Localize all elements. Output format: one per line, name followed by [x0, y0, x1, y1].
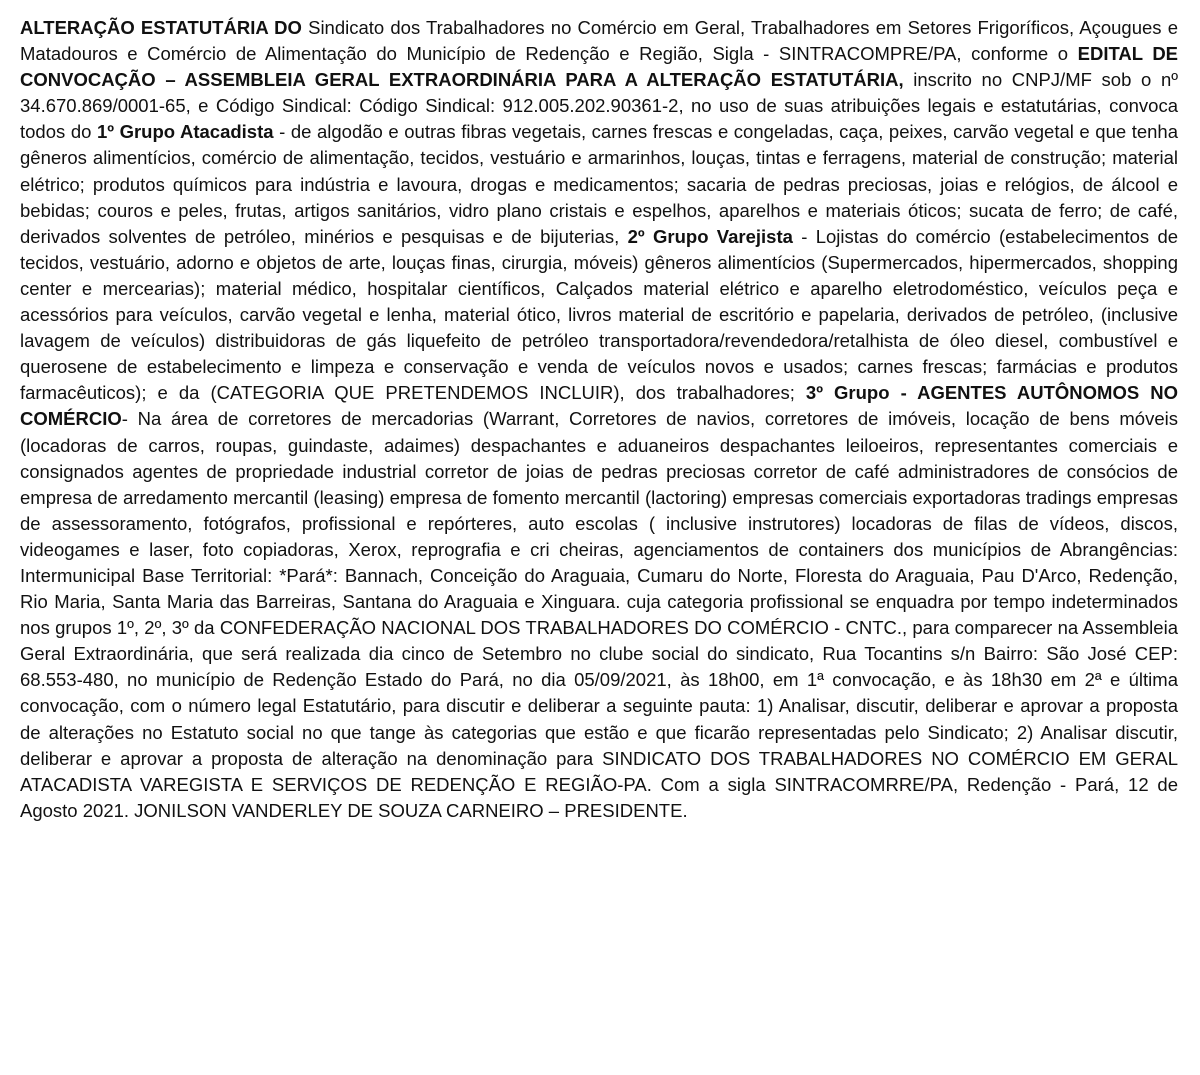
group3-text: - Na área de corretores de mercadorias (Warrant, Corretores de navios, corretores de imóveis, locação de bens móveis (locadoras de carros, roupas, guindaste, adaimes) despachantes e aduaneiros despachantes leiloeiros, representantes comerciais e consignados agentes de propriedade industrial corretor de joias de pedras preciosas corretor de café administradores de consócios de empresa de arredamento mercantil (leasing) empresa de fomento mercantil (lactoring) empresas comerciais exportadoras tradings empresas de assessoramento, fotógrafos, profissional e repórteres, auto escolas ( inclusive instrutores) locadoras de filas de vídeos, discos, videogames e laser, foto copiadoras, Xerox, reprografia e cri cheiras, agenciamentos de containers dos municípios de Abrangências: Intermunicipal Base Territorial: *Pará*: Bannach, Conceição do Araguaia, Cumaru do Norte, Floresta do Araguaia, Pau D'Arco, Redenção, Rio Maria, Santa Maria das Barreiras, Santana do Araguaia e Xinguara. cuja categoria profissional se enquadra por tempo indeterminados nos grupos 1º, 2º, 3º da CONFEDERAÇÃO NACIONAL DOS TRABALHADORES DO COMÉRCIO - CNTC., para comparecer na Assembleia Geral Extraordinária, que será realizada dia cinco de Setembro no clube social do sindicato, Rua Tocantins s/n Bairro: São José CEP: 68.553-480, no município de Redenção Estado do Pará, no dia 05/09/2021, às 18h00, em 1ª convocação, e às 18h30 em 2ª e última convocação, com o número legal Estatutário, para discutir e deliberar a seguinte pauta: 1) Analisar, discutir, deliberar e aprovar a proposta de alterações no Estatuto social no que tange às categorias que estão e que ficarão representadas pelo Sindicato; 2) Analisar discutir, deliberar e aprovar a proposta de alteração na denominação para SINDICATO DOS TRABALHADORES NO COMÉRCIO EM GERAL ATACADISTA VAREGISTA E SERVIÇOS DE REDENÇÃO E REGIÃO-PA. Com a sigla SINTRACOMRRE/PA, Redenção - Pará, 12 de Agosto 2021. JONILSON VANDERLEY DE SOUZA CARNEIRO – PRESIDENTE. [20, 408, 1178, 821]
registration-text: inscrito no CNPJ/MF sob o nº 34.670.869/0001-65, e Código Sindical: Código Sindical: 912.005.202.90361-2, no uso de suas atribuições legais e estatutárias, convoca todos do [20, 69, 1179, 143]
notice-heading: ALTERAÇÃO ESTATUTÁRIA DO [20, 17, 302, 38]
union-name: Sindicato dos Trabalhadores no Comércio em Geral, Trabalhadores em Setores Frigoríficos, Açougues e Matadouros e Comércio de Alimentação do Município de Redenção e Região, Sigla - SINTRACOMPRE/PA, conforme o [20, 17, 1179, 65]
edital-title: EDITAL DE CONVOCAÇÃO – ASSEMBLEIA GERAL EXTRAORDINÁRIA PARA A ALTERAÇÃO ESTATUTÁRIA, [20, 43, 1179, 91]
notice-paragraph [20, 15, 1178, 824]
group2-label: 2º Grupo Varejista [627, 225, 793, 247]
group1-label: 1º Grupo Atacadista [96, 121, 274, 143]
group3-label: 3º Grupo - AGENTES AUTÔNOMOS NO COMÉRCIO [20, 382, 1178, 430]
group2-text: - Lojistas do comércio (estabelecimentos de tecidos, vestuário, adorno e objetos de arte, louças finas, cirurgia, móveis) gêneros alimentícios (Supermercados, hipermercados, shopping center e mercearias); material médico, hospitalar científicos, Calçados material elétrico e aparelho eletrodoméstico, veículos peça e acessórios para veículos, carvão vegetal e lenha, material ótico, livros material de escritório e papelaria, derivados de petróleo, (inclusive lavagem de veículos) distribuidoras de gás liquefeito de petróleo transportadora/revendedora/retalhista de óleo diesel, combustível e querosene de estabelecimento e limpeza e conservação e venda de veículos novos e usados; carnes frescas; farmácias e produtos farmacêuticos); e da (CATEGORIA QUE PRETENDEMOS INCLUIR), dos trabalhadores; [20, 225, 1179, 404]
group1-text: - de algodão e outras fibras vegetais, carnes frescas e congeladas, caça, peixes, carvão vegetal e que tenha gêneros alimentícios, comércio de alimentação, tecidos, vestuário e armarinhos, louças, tintas e ferragens, material de construção; material elétrico; produtos químicos para indústria e lavoura, drogas e medicamentos; sacaria de pedras preciosas, joias e relógios, de álcool e bebidas; couros e peles, frutas, artigos sanitários, vidro plano cristais e espelhos, aparelhos e materiais óticos; sucata de ferro; de café, derivados solventes de petróleo, minérios e pesquisas e de bijuterias, [20, 121, 1179, 247]
